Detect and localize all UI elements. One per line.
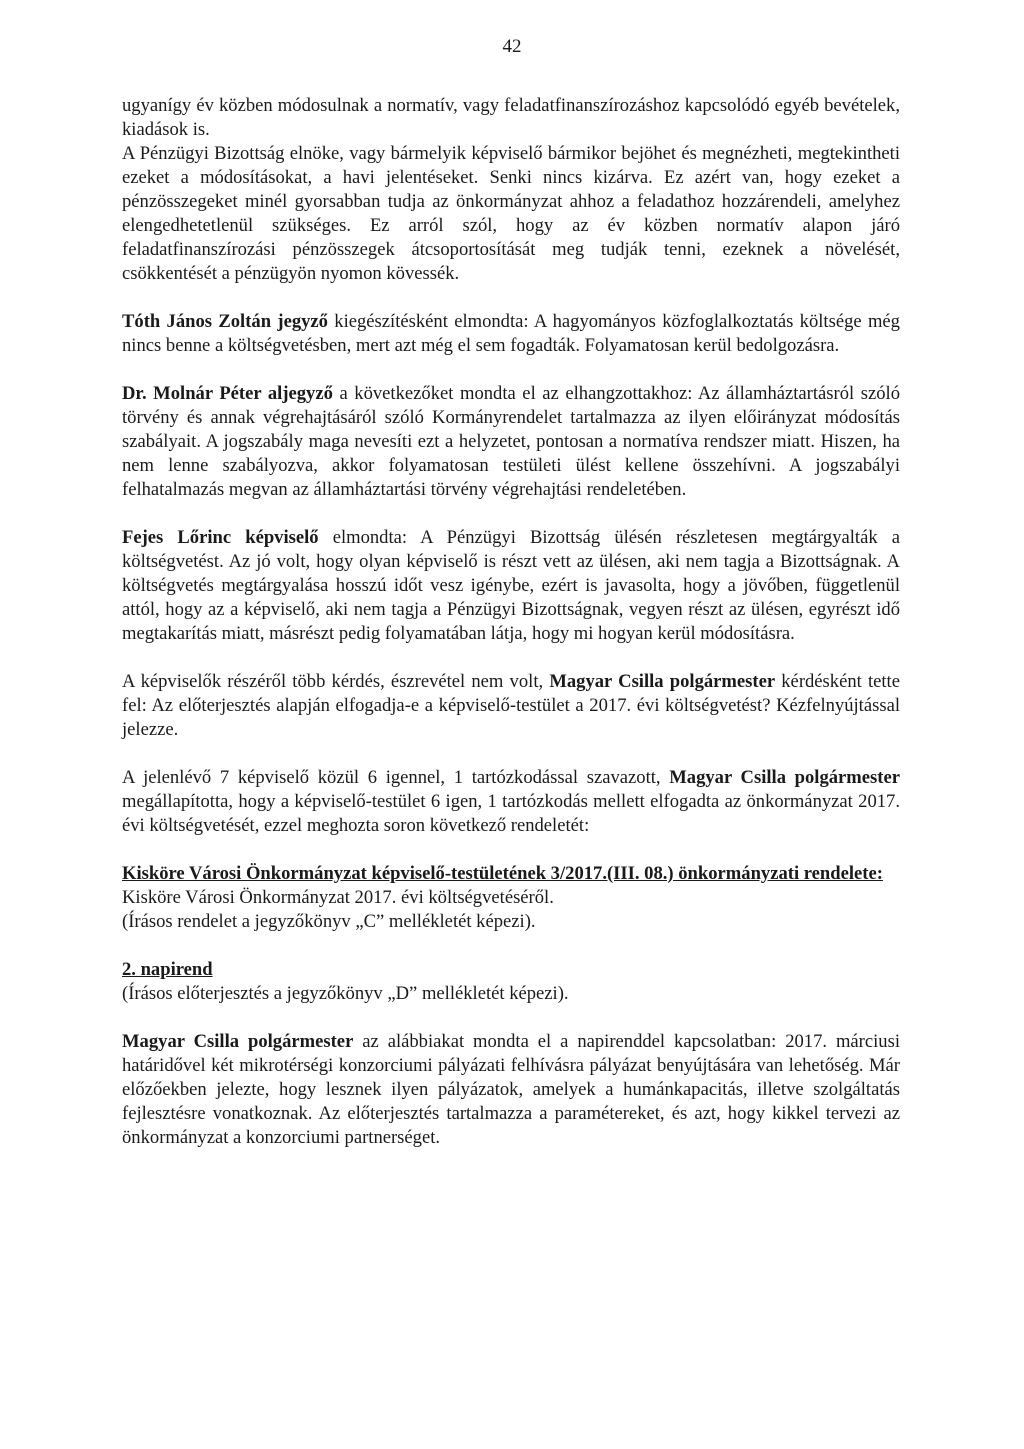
paragraph-text: az alábbiakat mondta el a napirenddel kapcsolatban: 2017. márciusi határidővel két mikrotérségi konzorciumi pályázati felhívásra pályázat benyújtására van lehetőség. Már előzőekben jelezte, hogy lesznek ilyen pályázatok, amelyek a humánkapacitás, illetve szolgáltatás fejlesztésre vonatkoznak. Az előterjesztés tartalmazza a paramétereket, és azt, hogy kikkel tervezi az önkormányzat a konzorciumi partnerséget. [122,1031,900,1148]
paragraph-vote-question [122,670,900,742]
paragraph-text: A képviselők részéről több kérdés, észrevétel nem volt, [122,671,550,692]
speaker-name: Magyar Csilla polgármester [122,1031,354,1052]
page-body [122,94,900,1150]
speaker-name: Magyar Csilla polgármester [669,767,900,788]
speaker-name: Fejes Lőrinc képviselő [122,527,319,548]
paragraph-text: kérdésként tette fel: Az előterjesztés alapján elfogadja-e a képviselő-testület a 2017. évi költségvetést? Kézfelnyújtással jelezze. [122,671,900,740]
paragraph-text: megállapította, hogy a képviselő-testület 6 igen, 1 tartózkodás mellett elfogadta az önkormányzat 2017. évi költségvetését, ezzel meghozta soron következő rendeletét: [122,791,900,836]
paragraph-text: A jelenlévő 7 képviselő közül 6 igennel, 1 tartózkodással szavazott, [122,767,670,788]
paragraph-representative [122,526,900,646]
page-number: 42 [502,36,522,57]
decree-heading: Kisköre Városi Önkormányzat képviselő-testületének 3/2017.(III. 08.) önkormányzati rendelete: [122,863,883,884]
paragraph-text: kiegészítésként elmondta: A hagyományos közfoglalkoztatás költsége még nincs benne a költségvetésben, mert azt még el sem fogadták. Folyamatosan kerül bedolgozásra. [122,311,900,356]
speaker-name: Magyar Csilla polgármester [549,671,776,692]
paragraph-financial-committee: A Pénzügyi Bizottság elnöke, vagy bármelyik képviselő bármikor bejöhet és megnézheti, megtekintheti ezeket a módosításokat, a havi jelentéseket. Senki nincs kizárva. Ez azért van, hogy ezeket a pénzösszegeket minél gyorsabban tudja az önkormányzat ahhoz a feladathoz hozzárendeli, amelyhez elengedhetetlenül szükséges. Ez arról szól, hogy az év közben normatív alapon járó feladatfinanszírozási pénzösszegek átcsoportosítását meg tudják tenni, ezeknek a növelését, csökkentését a pénzügyön nyomon kövessék. [122,143,900,284]
paragraph-text: elmondta: A Pénzügyi Bizottság ülésén részletesen megtárgyalták a költségvetést. Az jó volt, hogy olyan képviselő is részt vett az ülésen, aki nem tagja a Bizottságnak. A költségvetés megtárgyalása hosszú időt vesz igénybe, ezért is javasolta, hogy a jövőben, függetlenül attól, hogy az a képviselő, aki nem tagja a Pénzügyi Bizottságnak, vegyen részt az ülésen, egyrészt idő megtakarítás miatt, másrészt pedig folyamatában látja, hogy mi hogyan kerül módosításra. [122,527,900,644]
paragraph-deputy-notary [122,382,900,502]
paragraph-mayor [122,1030,900,1150]
speaker-name: Dr. Molnár Péter aljegyző [122,383,333,404]
paragraph-notary [122,310,900,358]
decree-title: Kisköre Városi Önkormányzat 2017. évi költségvetéséről. [122,887,554,908]
decree-attachment-note: (Írásos rendelet a jegyzőkönyv „C” mellékletét képezi). [122,911,536,932]
agenda-heading: 2. napirend [122,959,213,980]
paragraph-vote-result [122,766,900,838]
agenda-attachment-note: (Írásos előterjesztés a jegyzőkönyv „D” mellékletét képezi). [122,983,569,1004]
speaker-name: Tóth János Zoltán jegyző [122,311,328,332]
paragraph-text: a következőket mondta el az elhangzottakhoz: Az államháztartásról szóló törvény és annak végrehajtásáról szóló Kormányrendelet tartalmazza az ilyen előirányzat módosítás szabályait. A jogszabály maga nevesíti ezt a helyzetet, pontosan a normatíva rendszer miatt. Hiszen, ha nem lenne szabályozva, akkor folyamatosan testületi ülést kellene összehívni. A jogszabályi felhatalmazás megvan az államháztartási törvény végrehajtási rendeletében. [122,383,900,500]
paragraph-continuation: ugyanígy év közben módosulnak a normatív, vagy feladatfinanszírozáshoz kapcsolódó egyéb bevételek, kiadások is. [122,95,900,140]
